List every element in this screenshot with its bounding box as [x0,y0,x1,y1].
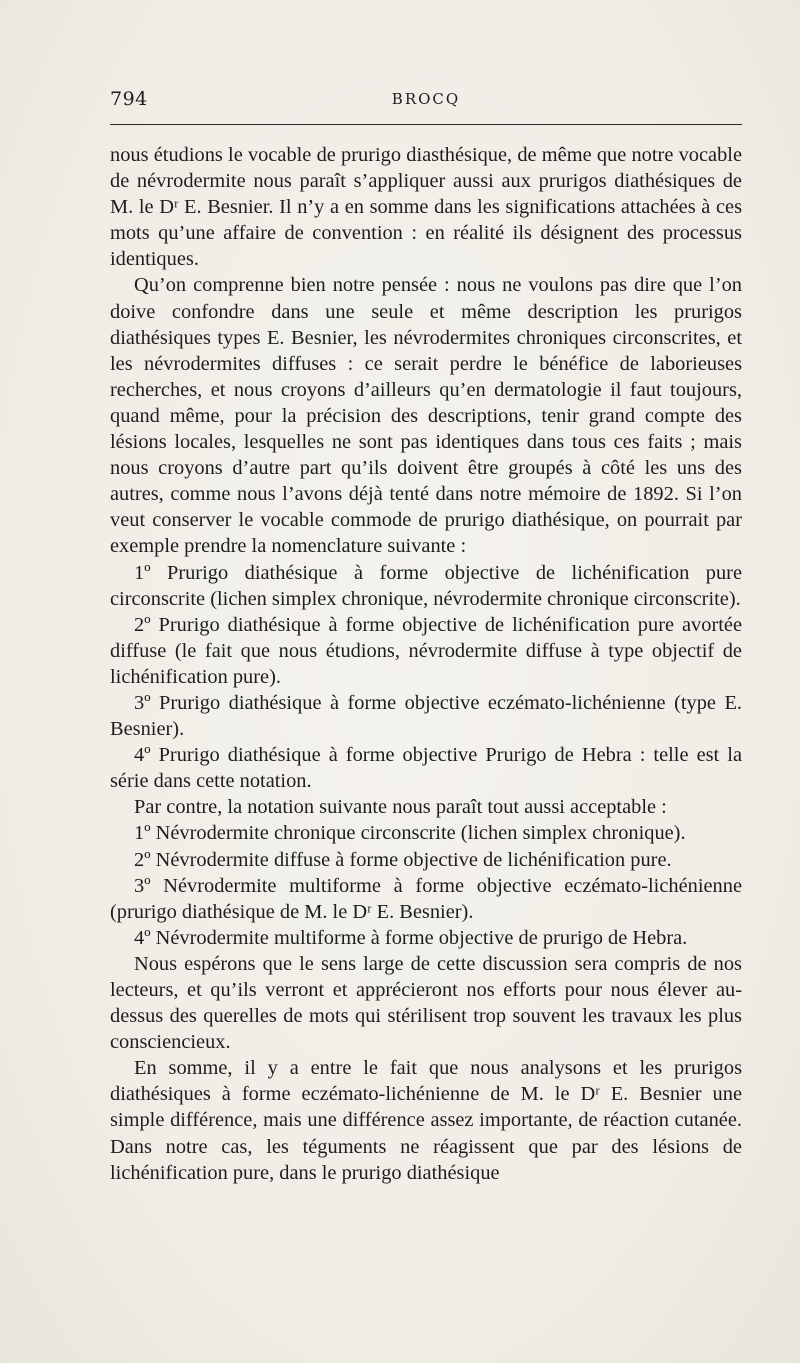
running-head: BROCQ [391,90,461,108]
paragraph: En somme, il y a entre le fait que nous analysons et les prurigos diathésiques à forme eczémato-lichénienne de M. le Dʳ E. Besnier une simple différence, mais une différence assez importante, de réaction cutanée. Dans notre cas, les téguments ne réagissent que par des lésions de lichénification pure, dans le prurigo diathésique [110,1057,742,1184]
list-item: 2º Prurigo diathésique à forme objective de lichénification pure avortée diffuse (le fait que nous étudions, névrodermite diffuse à type objectif de lichénification pure). [110,613,742,688]
list-item: 3º Névrodermite multiforme à forme objective eczémato-lichénienne (prurigo diathésique de M. le Dʳ E. Besnier). [110,874,742,923]
body-text [110,142,742,1186]
list-item: 1º Prurigo diathésique à forme objective de lichénification pure circonscrite (lichen simplex chronique, névrodermite chronique circonscrite). [110,561,742,610]
paragraph: Nous espérons que le sens large de cette discussion sera compris de nos lecteurs, et qu’ils verront et apprécieront nos efforts pour nous élever au-dessus des querelles de mots qui stérilisent trop souvent les travaux les plus consciencieux. [110,952,742,1054]
header-rule [110,124,742,125]
paragraph: Qu’on comprenne bien notre pensée : nous ne voulons pas dire que l’on doive confondre dans une seule et même description les prurigos diathésiques types E. Besnier, les névrodermites chroniques circonscrites, et les névrodermites diffuses : ce serait perdre le bénéfice de laborieuses recherches, et nous croyons d’ailleurs qu’en dermatologie il faut toujours, quand même, pour la précision des descriptions, tenir grand compte des lésions locales, lesquelles ne sont pas identiques dans tous ces faits ; mais nous croyons d’autre part qu’ils doivent être groupés à côté les uns des autres, comme nous l’avons déjà tenté dans notre mémoire de 1892. Si l’on veut conserver le vocable commode de prurigo diathésique, on pourrait par exemple prendre la nomenclature suivante : [110,274,742,558]
paragraph: Par contre, la notation suivante nous paraît tout aussi acceptable : [134,796,667,819]
list-item: 4º Névrodermite multiforme à forme objective de prurigo de Hebra. [134,926,688,949]
list-item: 1º Névrodermite chronique circonscrite (lichen simplex chronique). [134,822,686,845]
list-item: 2º Névrodermite diffuse à forme objective de lichénification pure. [134,848,672,871]
page-number: 794 [110,88,148,110]
page-header [110,88,742,118]
paragraph: nous étudions le vocable de prurigo diasthésique, de même que notre vocable de névrodermite nous paraît s’appliquer aussi aux prurigos diathésiques de M. le Dʳ E. Besnier. Il n’y a en somme dans les significations attachées à ces mots qu’une affaire de convention : en réalité ils désignent des processus identiques. [110,144,742,271]
list-item: 3º Prurigo diathésique à forme objective eczémato-lichénienne (type E. Besnier). [110,691,742,741]
list-item: 4º Prurigo diathésique à forme objective Prurigo de Hebra : telle est la série dans cette notation. [110,744,742,793]
